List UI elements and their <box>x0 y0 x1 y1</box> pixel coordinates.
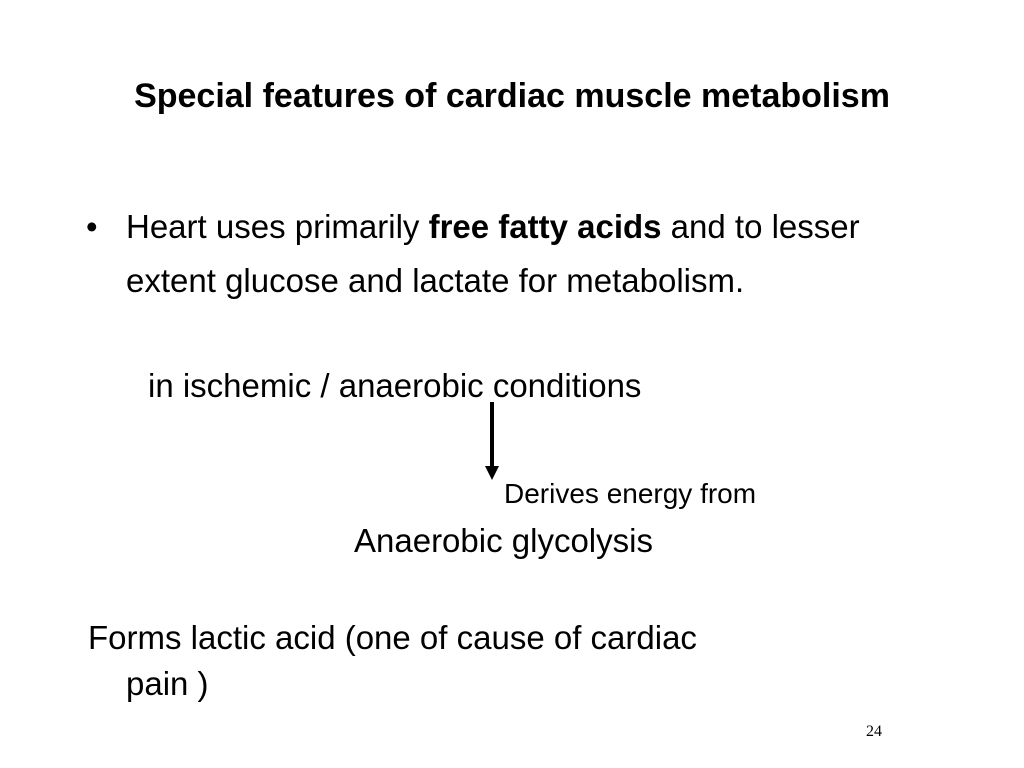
bullet-bold-text: free fatty acids <box>428 208 662 245</box>
bullet-item <box>86 200 946 308</box>
forms-line-1: Forms lactic acid (one of cause of cardiac <box>88 619 697 656</box>
page-number: 24 <box>866 723 882 740</box>
down-arrow-icon <box>482 402 502 480</box>
anaerobic-glycolysis-text: Anaerobic glycolysis <box>354 522 653 559</box>
forms-lactic-acid-text <box>88 615 908 707</box>
bullet-marker: • <box>86 208 98 245</box>
bullet-text-before: Heart uses primarily <box>126 208 429 245</box>
bullet-text <box>126 200 946 308</box>
derives-energy-label: Derives energy from <box>504 478 757 509</box>
slide-title: Special features of cardiac muscle metabolism <box>134 77 890 115</box>
bullet-text-after: and to lesser extent glucose and lactate for metabolism. <box>126 208 860 299</box>
forms-line-2: pain ) <box>126 665 209 702</box>
condition-text: in ischemic / anaerobic conditions <box>148 367 642 404</box>
